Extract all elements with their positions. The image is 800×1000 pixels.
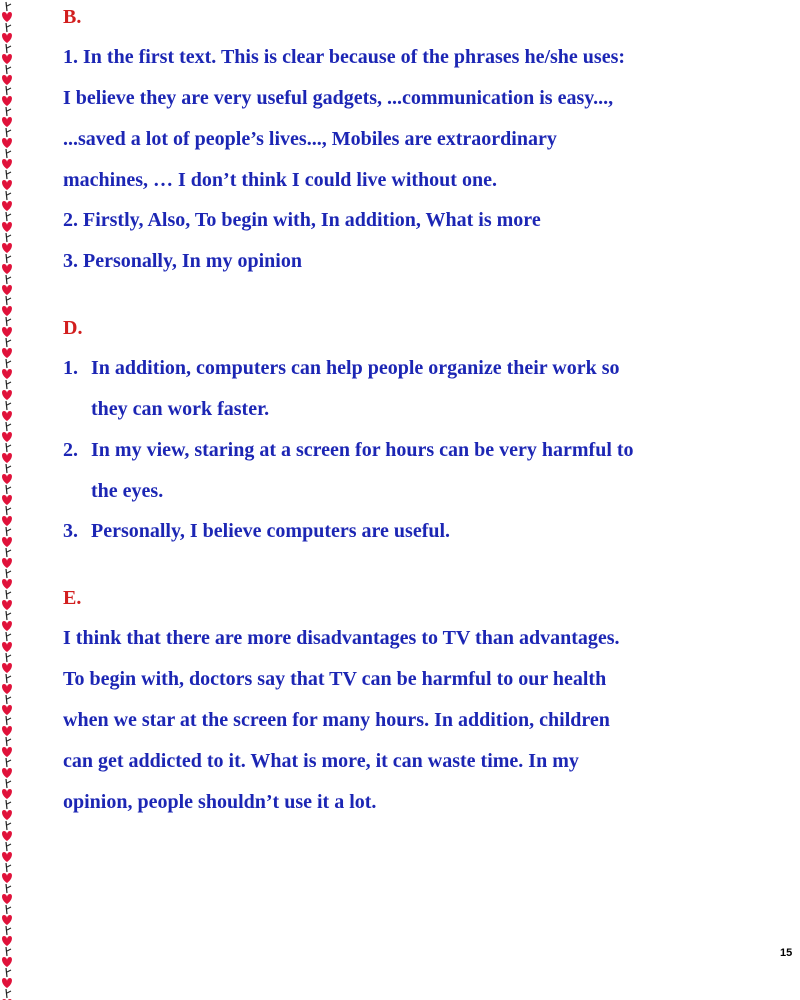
section-e-heading: E. bbox=[63, 587, 82, 609]
vine-leaf bbox=[7, 130, 11, 132]
heart-icon bbox=[2, 33, 12, 43]
vine-stem bbox=[6, 569, 7, 578]
vine-leaf bbox=[7, 781, 11, 783]
vine-leaf bbox=[7, 823, 11, 825]
vine-leaf bbox=[7, 697, 11, 699]
heart-icon bbox=[2, 810, 12, 820]
heart-icon bbox=[2, 894, 12, 904]
heart-icon bbox=[2, 117, 12, 127]
vine-leaf bbox=[7, 277, 11, 279]
heart-icon bbox=[2, 642, 12, 652]
heart-icon bbox=[2, 600, 12, 610]
vine-leaf bbox=[7, 214, 11, 216]
vine-stem bbox=[6, 359, 7, 368]
heart-icon bbox=[2, 222, 12, 232]
vine-leaf bbox=[7, 949, 11, 951]
vine-leaf bbox=[7, 676, 11, 678]
heart-icon bbox=[2, 789, 12, 799]
heart-icon bbox=[2, 264, 12, 274]
vine-leaf bbox=[7, 256, 11, 258]
vine-stem bbox=[6, 989, 7, 998]
heart-icon bbox=[2, 873, 12, 883]
section-b-line: 2. Firstly, Also, To begin with, In addition, What is more bbox=[63, 209, 541, 231]
vine-stem bbox=[6, 695, 7, 704]
vine-stem bbox=[6, 65, 7, 74]
vine-stem bbox=[6, 170, 7, 179]
vine-stem bbox=[6, 107, 7, 116]
vine-stem bbox=[6, 422, 7, 431]
section-d-item-line: they can work faster. bbox=[91, 398, 270, 420]
section-b-heading: B. bbox=[63, 6, 82, 28]
vine-stem bbox=[6, 128, 7, 137]
vine-stem bbox=[6, 779, 7, 788]
vine-stem bbox=[6, 296, 7, 305]
section-b-line: 3. Personally, In my opinion bbox=[63, 250, 302, 272]
section-d-item-line: In my view, staring at a screen for hours can be very harmful to bbox=[91, 439, 634, 461]
section-e-line: can get addicted to it. What is more, it can waste time. In my bbox=[63, 750, 579, 772]
vine-leaf bbox=[7, 487, 11, 489]
vine-leaf bbox=[7, 739, 11, 741]
vine-stem bbox=[6, 905, 7, 914]
vine-leaf bbox=[7, 634, 11, 636]
section-d-item-line: Personally, I believe computers are useful. bbox=[91, 520, 451, 542]
vine-leaf bbox=[7, 613, 11, 615]
vine-stem bbox=[6, 821, 7, 830]
heart-icon bbox=[2, 243, 12, 253]
vine-stem bbox=[6, 2, 7, 11]
vine-stem bbox=[6, 506, 7, 515]
heart-icon bbox=[2, 705, 12, 715]
heart-icon bbox=[2, 516, 12, 526]
vine-leaf bbox=[7, 907, 11, 909]
heart-icon bbox=[2, 831, 12, 841]
vine-stem bbox=[6, 968, 7, 977]
vine-stem bbox=[6, 380, 7, 389]
heart-icon bbox=[2, 621, 12, 631]
vine-leaf bbox=[7, 865, 11, 867]
heart-icon bbox=[2, 54, 12, 64]
vine-stem bbox=[6, 401, 7, 410]
vine-stem bbox=[6, 674, 7, 683]
vine-leaf bbox=[7, 67, 11, 69]
vine-leaf bbox=[7, 592, 11, 594]
section-b-line: 1. In the first text. This is clear because of the phrases he/she uses: bbox=[63, 46, 626, 68]
vine-leaf bbox=[7, 4, 11, 6]
section-e-line: To begin with, doctors say that TV can be harmful to our health bbox=[63, 668, 607, 690]
vine-leaf bbox=[7, 655, 11, 657]
vine-stem bbox=[6, 485, 7, 494]
section-d-item-number: 1. bbox=[63, 357, 78, 379]
heart-icon bbox=[2, 348, 12, 358]
vine-leaf bbox=[7, 361, 11, 363]
heart-icon bbox=[2, 96, 12, 106]
heart-icon bbox=[2, 474, 12, 484]
heart-icon bbox=[2, 663, 12, 673]
section-d-heading: D. bbox=[63, 317, 83, 339]
vine-stem bbox=[6, 149, 7, 158]
vine-leaf bbox=[7, 718, 11, 720]
vine-stem bbox=[6, 254, 7, 263]
section-e-line: opinion, people shouldn’t use it a lot. bbox=[63, 791, 377, 813]
vine-leaf bbox=[7, 46, 11, 48]
heart-icon bbox=[2, 978, 12, 988]
vine-leaf bbox=[7, 151, 11, 153]
heart-icon bbox=[2, 138, 12, 148]
heart-icon bbox=[2, 285, 12, 295]
section-d-item-number: 2. bbox=[63, 439, 78, 461]
heart-icon bbox=[2, 579, 12, 589]
vine-leaf bbox=[7, 424, 11, 426]
vine-stem bbox=[6, 737, 7, 746]
section-e-line: I think that there are more disadvantages to TV than advantages. bbox=[63, 627, 620, 649]
vine-leaf bbox=[7, 403, 11, 405]
vine-stem bbox=[6, 611, 7, 620]
heart-icon bbox=[2, 726, 12, 736]
vine-stem bbox=[6, 191, 7, 200]
heart-icon bbox=[2, 12, 12, 22]
vine-stem bbox=[6, 233, 7, 242]
vine-stem bbox=[6, 716, 7, 725]
heart-icon bbox=[2, 537, 12, 547]
heart-icon bbox=[2, 915, 12, 925]
heart-icon bbox=[2, 684, 12, 694]
heart-icon bbox=[2, 936, 12, 946]
vine-stem bbox=[6, 548, 7, 557]
section-d-item-line: the eyes. bbox=[91, 480, 164, 502]
vine-stem bbox=[6, 590, 7, 599]
heart-icon bbox=[2, 957, 12, 967]
vine-leaf bbox=[7, 886, 11, 888]
section-b-line: I believe they are very useful gadgets, ...communication is easy..., bbox=[63, 87, 614, 109]
vine-leaf bbox=[7, 844, 11, 846]
vine-stem bbox=[6, 527, 7, 536]
heart-icon bbox=[2, 558, 12, 568]
heart-icon bbox=[2, 75, 12, 85]
vine-stem bbox=[6, 275, 7, 284]
vine-leaf bbox=[7, 88, 11, 90]
heart-icon bbox=[2, 180, 12, 190]
vine-leaf bbox=[7, 550, 11, 552]
heart-icon bbox=[2, 390, 12, 400]
page-number: 15 bbox=[780, 947, 793, 959]
vine-leaf bbox=[7, 445, 11, 447]
heart-icon bbox=[2, 411, 12, 421]
section-e-line: when we star at the screen for many hours. In addition, children bbox=[63, 709, 610, 731]
heart-icon bbox=[2, 495, 12, 505]
vine-leaf bbox=[7, 235, 11, 237]
heart-icon bbox=[2, 369, 12, 379]
vine-stem bbox=[6, 86, 7, 95]
section-d-item-line: In addition, computers can help people organize their work so bbox=[91, 357, 620, 379]
vine-stem bbox=[6, 800, 7, 809]
vine-leaf bbox=[7, 802, 11, 804]
section-b-line: ...saved a lot of people’s lives..., Mobiles are extraordinary bbox=[63, 128, 557, 150]
heart-icon bbox=[2, 201, 12, 211]
heart-icon bbox=[2, 768, 12, 778]
vine-leaf bbox=[7, 928, 11, 930]
vine-leaf bbox=[7, 382, 11, 384]
vine-stem bbox=[6, 884, 7, 893]
vine-leaf bbox=[7, 172, 11, 174]
vine-stem bbox=[6, 926, 7, 935]
vine-stem bbox=[6, 632, 7, 641]
vine-stem bbox=[6, 863, 7, 872]
vine-stem bbox=[6, 653, 7, 662]
heart-icon bbox=[2, 159, 12, 169]
vine-stem bbox=[6, 842, 7, 851]
vine-leaf bbox=[7, 466, 11, 468]
heart-icon bbox=[2, 327, 12, 337]
vine-stem bbox=[6, 338, 7, 347]
section-b-line: machines, … I don’t think I could live without one. bbox=[63, 169, 497, 191]
vine-leaf bbox=[7, 508, 11, 510]
vine-stem bbox=[6, 443, 7, 452]
vine-stem bbox=[6, 947, 7, 956]
vine-leaf bbox=[7, 529, 11, 531]
vine-stem bbox=[6, 23, 7, 32]
vine-stem bbox=[6, 758, 7, 767]
vine-leaf bbox=[7, 571, 11, 573]
vine-leaf bbox=[7, 298, 11, 300]
vine-leaf bbox=[7, 193, 11, 195]
heart-icon bbox=[2, 432, 12, 442]
vine-leaf bbox=[7, 991, 11, 993]
heart-icon bbox=[2, 852, 12, 862]
vine-stem bbox=[6, 44, 7, 53]
vine-leaf bbox=[7, 25, 11, 27]
decorative-heart-border bbox=[0, 0, 16, 1000]
vine-leaf bbox=[7, 109, 11, 111]
vine-leaf bbox=[7, 340, 11, 342]
vine-stem bbox=[6, 212, 7, 221]
vine-leaf bbox=[7, 760, 11, 762]
vine-stem bbox=[6, 464, 7, 473]
vine-leaf bbox=[7, 970, 11, 972]
section-d-item-number: 3. bbox=[63, 520, 78, 542]
heart-icon bbox=[2, 306, 12, 316]
vine-leaf bbox=[7, 319, 11, 321]
heart-icon bbox=[2, 747, 12, 757]
vine-stem bbox=[6, 317, 7, 326]
heart-icon bbox=[2, 453, 12, 463]
